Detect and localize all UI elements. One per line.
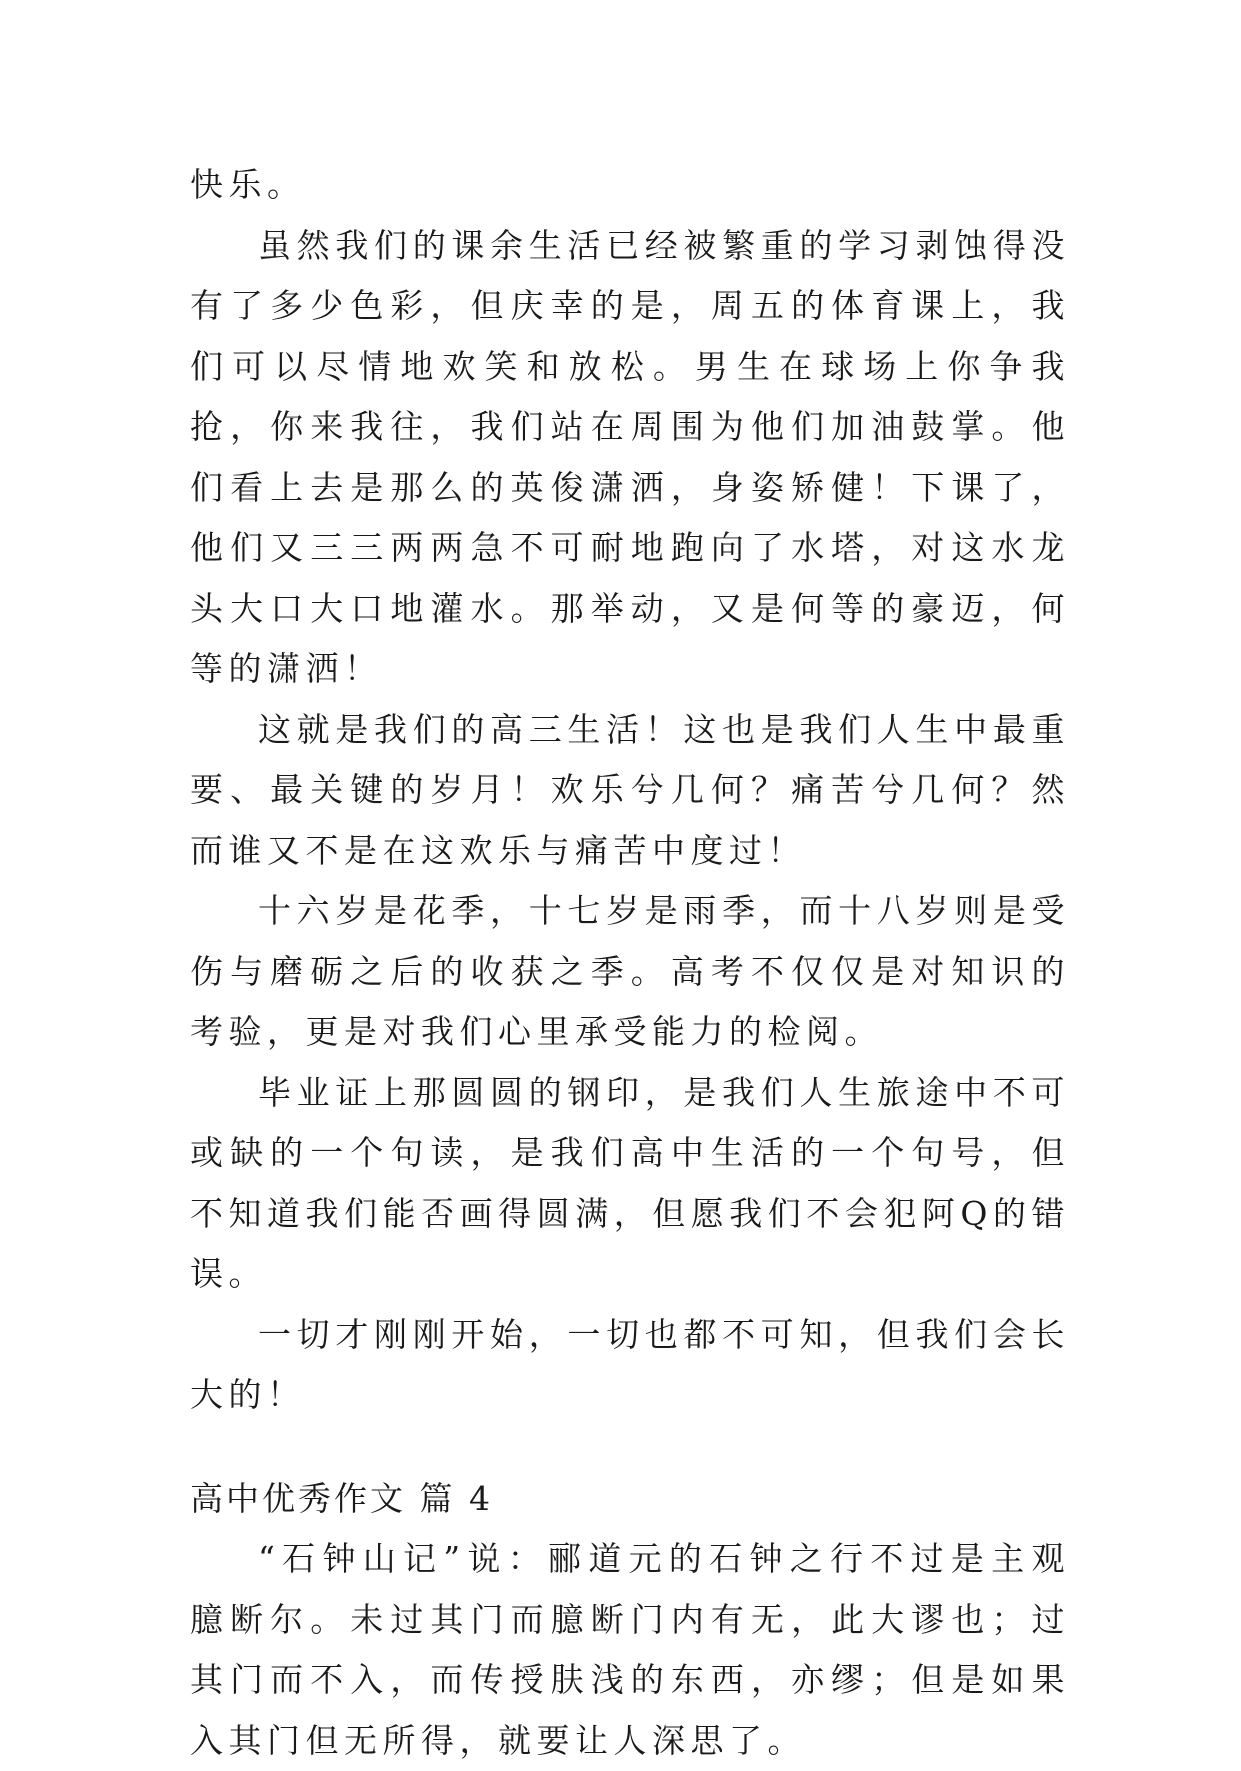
paragraph-continuation: 快乐。	[190, 165, 306, 204]
paragraph-seasons: 十六岁是花季，十七岁是雨季，而十八岁则是受伤与磨砺之后的收获之季。高考不仅仅是对知识的考验，更是对我们心里承受能力的检阅。	[190, 891, 1070, 1051]
paragraph-graduation: 毕业证上那圆圆的钢印，是我们人生旅途中不可或缺的一个句读，是我们高中生活的一个句号，但不知道我们能否画得圆满，但愿我们不会犯阿Q的错误。	[190, 1072, 1070, 1293]
paragraph-closing: 一切才刚刚开始，一切也都不可知，但我们会长大的！	[190, 1314, 1070, 1414]
document-page	[190, 155, 1070, 1771]
section-gap	[190, 1426, 1070, 1469]
paragraph-sports-class: 虽然我们的课余生活已经被繁重的学习剥蚀得没有了多少色彩，但庆幸的是，周五的体育课上，我们可以尽情地欢笑和放松。男生在球场上你争我抢，你来我往，我们站在周围为他们加油鼓掌。他们看上去是那么的英俊潇洒，身姿矫健！下课了，他们又三三两两急不可耐地跑向了水塔，对这水龙头大口大口地灌水。那举动，又是何等的豪迈，何等的潇洒！	[190, 225, 1070, 688]
paragraph-senior-life: 这就是我们的高三生活！这也是我们人生中最重要、最关键的岁月！欢乐兮几何？痛苦兮几何？然而谁又不是在这欢乐与痛苦中度过！	[190, 709, 1070, 870]
paragraph-shizhongshan: “石钟山记”说：郦道元的石钟之行不过是主观臆断尔。未过其门而臆断门内有无，此大谬也；过其门而不入，而传授肤浅的东西，亦缪；但是如果入其门但无所得，就要让人深思了。	[190, 1539, 1070, 1760]
essay-heading: 高中优秀作文 篇 4	[190, 1478, 493, 1518]
